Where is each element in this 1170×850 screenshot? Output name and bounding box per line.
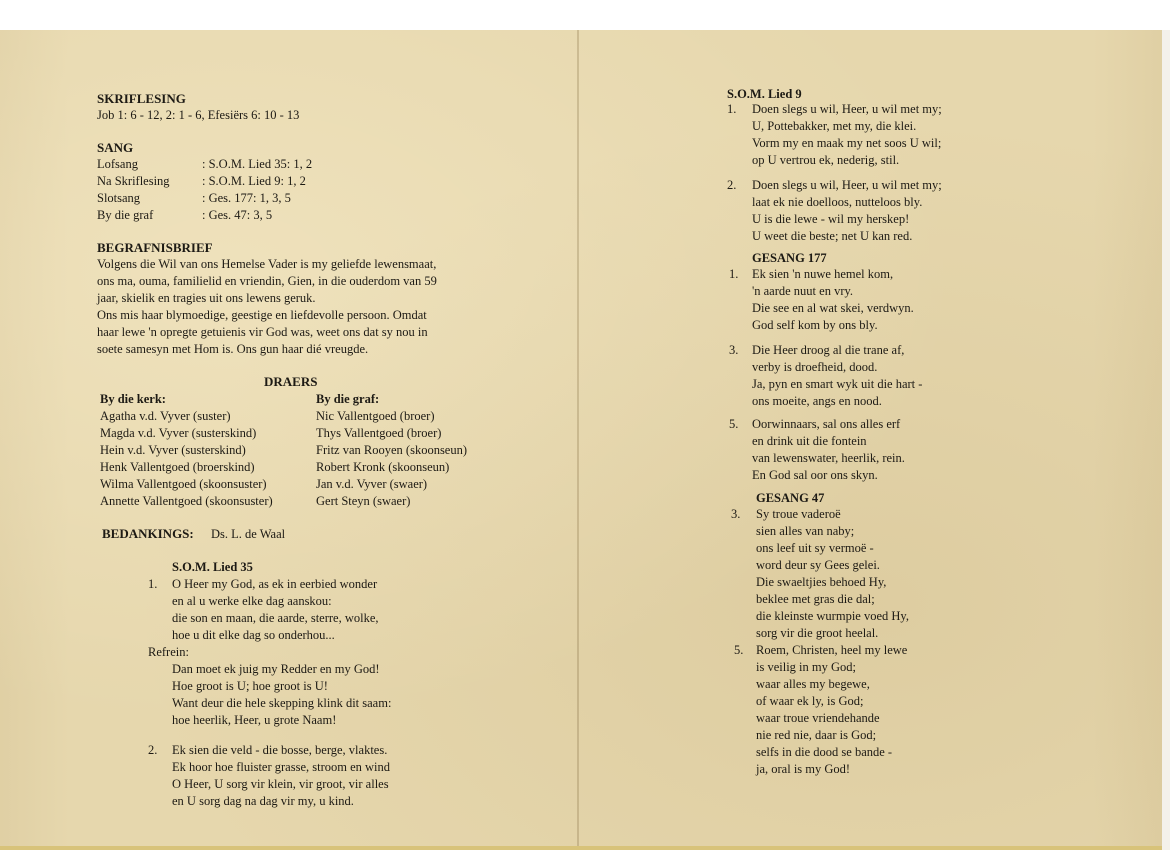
draer-name: Fritz van Rooyen (skoonseun) [316,443,468,457]
verse-line: God self kom by ons bly. [752,318,878,332]
brief-line: jaar, skielik en tragies uit ons lewens geruk. [97,291,316,305]
lied35-verse1 [172,576,379,644]
sang-label: By die graf [97,208,154,222]
verse-line: Hoe groot is U; hoe groot is U! [172,679,328,693]
sang-label: Lofsang [97,157,138,171]
verse-line: Ek sien die veld - die bosse, berge, vlaktes. [172,743,388,757]
verse-line: waar alles my begewe, [756,677,870,691]
brief-line: haar lewe 'n opregte getuienis vir God was, weet ons dat sy nou in [97,325,428,339]
sang-label: Na Skriflesing [97,174,170,188]
verse-line: En God sal oor ons skyn. [752,468,878,482]
bedankings-value: Ds. L. de Waal [211,527,286,541]
graf-list [316,408,467,510]
lied35-refrein [172,661,391,729]
gesang47-verse5 [756,642,907,778]
verse-line: die kleinste wurmpie voed Hy, [756,609,909,623]
draer-name: Jan v.d. Vyver (swaer) [316,477,428,491]
verse-line: Die swaeltjies behoed Hy, [756,575,887,589]
brief-line: soete samesyn met Hom is. Ons gun haar dié vreugde. [97,342,369,356]
verse-line: O Heer my God, as ek in eerbied wonder [172,577,378,591]
gesang177-verse3 [752,342,922,410]
graf-heading: By die graf: [316,392,380,406]
verse-line: ons moeite, angs en nood. [752,394,882,408]
verse-line: ons leef uit sy vermoë - [756,541,874,555]
verse-line: hoe u dit elke dag so onderhou... [172,628,335,642]
draers-heading: DRAERS [264,374,318,389]
sang-labels [97,156,170,224]
verse-line: O Heer, U sorg vir klein, vir groot, vir alles [172,777,389,791]
verse-line: Die Heer droog al die trane af, [752,343,905,357]
verse-line: hoe heerlik, Heer, u grote Naam! [172,713,337,727]
draer-name: Hein v.d. Vyver (susterskind) [100,443,246,457]
verse-line: Ek sien 'n nuwe hemel kom, [752,267,894,281]
verse-number: 3. [731,507,741,521]
verse-line: op U vertrou ek, nederig, stil. [752,153,900,167]
begrafnisbrief-text [97,256,437,358]
lied35-verse2 [172,742,390,810]
skriflesing-heading: SKRIFLESING [97,91,186,106]
verse-line: 'n aarde nuut en vry. [752,284,854,298]
verse-line: van lewenswater, heerlik, rein. [752,451,905,465]
sang-heading: SANG [97,140,134,155]
verse-line: beklee met gras die dal; [756,592,875,606]
gesang177-verse5 [752,416,905,484]
skriflesing-text: Job 1: 6 - 12, 2: 1 - 6, Efesiërs 6: 10 - 13 [97,108,300,122]
brief-line: ons ma, ouma, familielid en vriendin, Gien, in die ouderdom van 59 [97,274,437,288]
sang-value: : Ges. 47: 3, 5 [202,208,273,222]
verse-number: 5. [729,417,739,431]
verse-line: Oorwinnaars, sal ons alles erf [752,417,901,431]
lied35-title: S.O.M. Lied 35 [172,560,253,574]
sang-values [202,156,312,224]
gesang177-title: GESANG 177 [752,251,827,265]
verse-line: verby is droefheid, dood. [752,360,878,374]
verse-number: 1. [729,267,739,281]
bottom-edge [0,846,1162,850]
verse-line: is veilig in my God; [756,660,856,674]
verse-line: en al u werke elke dag aanskou: [172,594,332,608]
verse-number: 5. [734,643,744,657]
verse-line: U weet die beste; net U kan red. [752,229,913,243]
verse-line: Doen slegs u wil, Heer, u wil met my; [752,102,942,116]
verse-line: die son en maan, die aarde, sterre, wolke, [172,611,379,625]
verse-line: Want deur die hele skepping klink dit saam: [172,696,392,710]
verse-line: Ja, pyn en smart wyk uit die hart - [752,377,923,391]
verse-line: U, Pottebakker, met my, die klei. [752,119,917,133]
verse-line: Dan moet ek juig my Redder en my God! [172,662,380,676]
brief-line: Volgens die Wil van ons Hemelse Vader is my geliefde lewensmaat, [97,257,437,271]
verse-number: 1. [727,102,737,116]
lied9-title: S.O.M. Lied 9 [727,87,802,101]
refrein-label: Refrein: [148,645,189,659]
sang-value: : Ges. 177: 1, 3, 5 [202,191,291,205]
verse-number: 2. [148,743,158,757]
draer-name: Nic Vallentgoed (broer) [316,409,435,423]
verse-number: 1. [148,577,158,591]
lied9-verse1 [752,101,942,169]
verse-line: Doen slegs u wil, Heer, u wil met my; [752,178,942,192]
draer-name: Magda v.d. Vyver (susterskind) [100,426,257,440]
draer-name: Henk Vallentgoed (broerskind) [100,460,255,474]
kerk-heading: By die kerk: [100,392,166,406]
verse-line: U is die lewe - wil my herskep! [752,212,910,226]
verse-line: word deur sy Gees gelei. [756,558,880,572]
verse-line: Sy troue vaderoë [756,507,841,521]
kerk-list [100,408,273,510]
brief-line: Ons mis haar blymoedige, geestige en liefdevolle persoon. Omdat [97,308,427,322]
verse-line: Vorm my en maak my net soos U wil; [752,136,942,150]
sang-value: : S.O.M. Lied 35: 1, 2 [202,157,313,171]
verse-line: Die see en al wat skei, verdwyn. [752,301,914,315]
gesang47-title: GESANG 47 [756,491,825,505]
bedankings-label: BEDANKINGS: [102,526,194,541]
verse-line: laat ek nie doelloos, nutteloos bly. [752,195,923,209]
verse-line: Roem, Christen, heel my lewe [756,643,908,657]
verse-line: sorg vir die groot heelal. [756,626,879,640]
verse-number: 3. [729,343,739,357]
verse-line: Ek hoor hoe fluister grasse, stroom en wind [172,760,391,774]
draer-name: Gert Steyn (swaer) [316,494,411,508]
draer-name: Thys Vallentgoed (broer) [316,426,442,440]
begrafnisbrief-heading: BEGRAFNISBRIEF [97,240,213,255]
verse-line: ja, oral is my God! [756,762,851,776]
sang-label: Slotsang [97,191,141,205]
draer-name: Wilma Vallentgoed (skoonsuster) [100,477,267,491]
verse-line: of waar ek ly, is God; [756,694,864,708]
verse-line: en U sorg dag na dag vir my, u kind. [172,794,354,808]
page-edge [1162,30,1170,850]
page-fold [577,30,579,850]
verse-line: selfs in die dood se bande - [756,745,893,759]
draer-name: Robert Kronk (skoonseun) [316,460,450,474]
verse-line: sien alles van naby; [756,524,855,538]
verse-line: en drink uit die fontein [752,434,867,448]
draer-name: Agatha v.d. Vyver (suster) [100,409,231,423]
gesang177-verse1 [752,266,914,334]
verse-number: 2. [727,178,737,192]
verse-line: waar troue vriendehande [756,711,880,725]
lied9-verse2 [752,177,942,245]
gesang47-verse3 [756,506,909,642]
draer-name: Annette Vallentgoed (skoonsuster) [100,494,273,508]
sang-value: : S.O.M. Lied 9: 1, 2 [202,174,306,188]
verse-line: nie red nie, daar is God; [756,728,877,742]
